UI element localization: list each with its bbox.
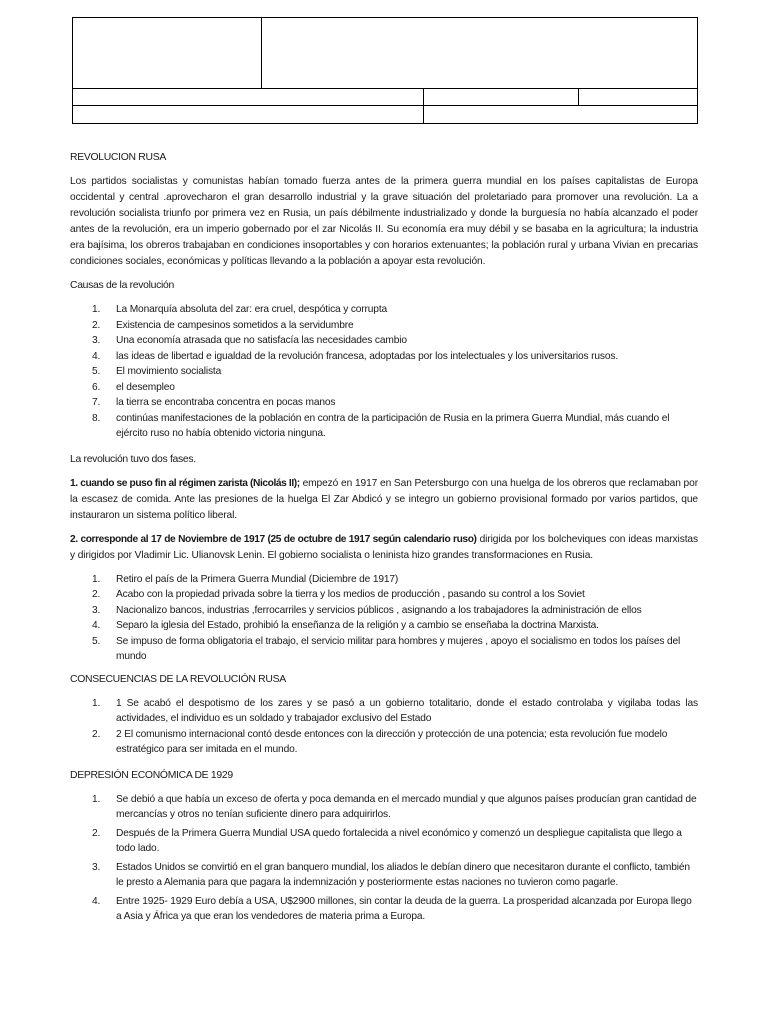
header-table [72, 17, 698, 124]
phase-two-paragraph: 2. corresponde al 17 de Noviembre de 1917 (25 de octubre de 1917 según calendario ruso) dirigida por los bolcheviques con ideas marxistas y dirigidos por Vladimir Lic. Ulianovsk Lenin. El gobierno socialista o leninista hizo grandes transformaciones en Rusia. [70, 533, 698, 561]
list-item: 4. Entre 1925- 1929 Euro debía a USA, U$2900 millones, sin contar la deuda de la guerra. La prosperidad alcanzada por Europa llego a Asia y África ya que eran los vendedores de materia prima a Europa. [92, 895, 692, 922]
header-divider [261, 18, 262, 88]
list-item: 6. el desempleo [92, 381, 175, 393]
depression-list [70, 792, 698, 925]
section-title: REVOLUCION RUSA [70, 152, 166, 163]
consequences-heading: CONSECUENCIAS DE LA REVOLUCIÓN RUSA [70, 673, 286, 685]
list-item: 5. El movimiento socialista [92, 366, 222, 377]
list-item: 1. 1 Se acabó el despotismo de los zares y se pasó a un gobierno totalitario, donde el estado controlaba y vigilaba todas las actividades, el individuo es un soldado y trabajador exclusivo del Estado [92, 697, 698, 724]
list-item: 1. Se debió a que había un exceso de oferta y poca demanda en el mercado mundial y que algunos países producían gran cantidad de mercancías y otros no tenían suficiente dinero para adquirirlos. [92, 793, 697, 820]
list-item: 3. Una economía atrasada que no satisfacía las necesidades cambio [92, 335, 407, 346]
list-item: 8. continúas manifestaciones de la población en contra de la participación de Rusia en la primera Guerra Mundial, más cuando el ejército ruso no había obtenido victoria ninguna. [92, 412, 670, 439]
list-item: 4. las ideas de libertad e igualdad de la revolución francesa, adoptadas por los intelectuales y los universitarios rusos. [92, 350, 619, 362]
list-item: 3. Nacionalizo bancos, industrias ,ferrocarriles y servicios públicos , asignando a los trabajadores la administración de ellos [92, 604, 642, 616]
phase-one-lead: 1. cuando se puso fin al régimen zarista (Nicolás II); [70, 477, 300, 489]
phase-one-paragraph: 1. cuando se puso fin al régimen zarista (Nicolás II); empezó en 1917 en San Petersburgo con una huelga de los obreros que reclamaban por la escasez de comida. Ante las presiones de la huelga El Zar Abdicó y se integro un gobierno provisional formado por varios partidos, que instauraron un sistema político liberal. [70, 477, 698, 521]
header-divider [423, 88, 424, 123]
list-item: 5. Se impuso de forma obligatoria el trabajo, el servicio militar para hombres y mujeres , apoyo el socialismo en todos los países del mundo [92, 635, 681, 662]
list-item: 3. Estados Unidos se convirtió en el gran banquero mundial, los aliados le debían dinero que necesitaron durante el conflicto, también le presto a Alemania para que pagara la indemnización y posteriormente estas naciones no tuvieron como pagarle. [92, 861, 690, 888]
list-item: 1. La Monarquía absoluta del zar: era cruel, despótica y corrupta [92, 304, 388, 315]
causes-list [70, 302, 698, 442]
list-item: 2. Existencia de campesinos sometidos a la servidumbre [92, 319, 354, 331]
list-item: 2. 2 El comunismo internacional contó desde entonces con la dirección y protección de una potencia; esta revolución fue modelo estratégico para ser imitada en el mundo. [92, 728, 668, 755]
document-body [70, 150, 698, 932]
list-item: 2. Después de la Primera Guerra Mundial USA quedo fortalecida a nivel económico y comenzó un despliegue capitalista que llego a todo lado. [92, 827, 682, 854]
depression-heading: DEPRESIÓN ECONÓMICA DE 1929 [70, 769, 233, 781]
phase-two-list [70, 572, 698, 665]
phase-two-lead: 2. corresponde al 17 de Noviembre de 1917 (25 de octubre de 1917 según calendario ruso) [70, 533, 477, 545]
header-divider [578, 88, 579, 105]
header-divider [73, 105, 697, 106]
header-divider [73, 88, 697, 89]
phases-heading: La revolución tuvo dos fases. [70, 453, 196, 465]
consequences-list [70, 696, 698, 758]
causes-heading: Causas de la revolución [70, 280, 174, 291]
list-item: 1. Retiro el país de la Primera Guerra Mundial (Diciembre de 1917) [92, 573, 399, 585]
list-item: 2. Acabo con la propiedad privada sobre la tierra y los medios de producción , pasando su control a los Soviet [92, 589, 585, 600]
list-item: 7. la tierra se encontraba concentra en pocas manos [92, 397, 336, 408]
list-item: 4. Separo la iglesia del Estado, prohibió la enseñanza de la religión y a cambio se enseñaba la doctrina Marxista. [92, 620, 599, 631]
intro-paragraph: Los partidos socialistas y comunistas habían tomado fuerza antes de la primera guerra mundial en los países capitalistas de Europa occidental y central .aprovecharon el gran desarrollo industrial y la grave situación del proletariado para promover una revolución. La a revolución socialista triunfo por primera vez en Rusia, un país débilmente industrializado y donde la burguesía no había alcanzado el poder antes de la revolución, era un imperio gobernado por el zar Nicolás II. Su economía era muy débil y se basaba en la agricultura; la industria era bajísima, los obreros trabajaban en condiciones insoportables y con horarios extenuantes; la población rural y urbana Vivian en precarias condiciones sociales, económicas y políticas llevando a la población a apoyar esta revolución. [70, 176, 698, 267]
